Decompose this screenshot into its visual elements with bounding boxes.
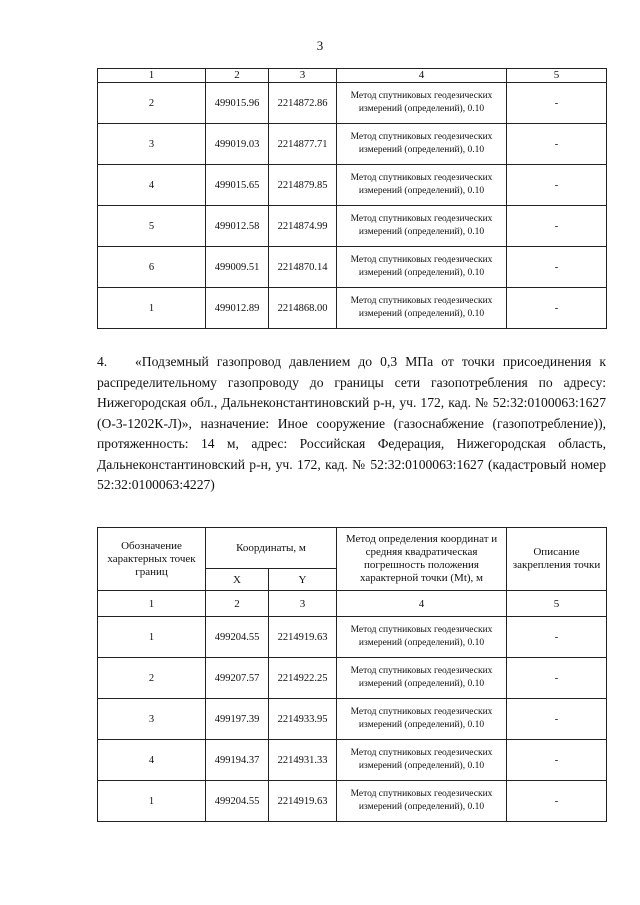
point-number: 3 <box>98 124 206 165</box>
col-number: 3 <box>269 591 337 617</box>
method-cell: Метод спутниковых геодезических измерений (определений), 0.10 <box>337 124 507 165</box>
y-coordinate: 2214870.14 <box>269 247 337 288</box>
description-cell: - <box>507 781 607 822</box>
header-y: Y <box>269 569 337 591</box>
x-coordinate: 499197.39 <box>206 699 269 740</box>
method-cell: Метод спутниковых геодезических измерений (определений), 0.10 <box>337 247 507 288</box>
x-coordinate: 499015.96 <box>206 83 269 124</box>
x-coordinate: 499012.89 <box>206 288 269 329</box>
col-number: 3 <box>269 69 337 83</box>
point-number: 6 <box>98 247 206 288</box>
col-number: 1 <box>98 69 206 83</box>
table-row <box>98 83 607 124</box>
x-coordinate: 499194.37 <box>206 740 269 781</box>
x-coordinate: 499009.51 <box>206 247 269 288</box>
x-coordinate: 499204.55 <box>206 617 269 658</box>
paragraph-text: «Подземный газопровод давлением до 0,3 МПа от точки присоединения к распределительному газопроводу до границы сети газопотребления по адресу: Нижегородская обл., Дальнеконстантиновский р-н, уч. 172, кад. № 52:32:0100063:1627 (О-3-1202К-Л)», назначение: Иное сооружение (газоснабжение (газопотребление)), протяженность: 14 м, адрес: Российская Федерация, Нижегородская область, Дальнеконстантиновский р-н, уч. 172, кад. № 52:32:0100063:1627 (кадастровый номер 52:32:0100063:4227) <box>97 354 606 492</box>
col-number: 4 <box>337 591 507 617</box>
description-cell: - <box>507 699 607 740</box>
y-coordinate: 2214931.33 <box>269 740 337 781</box>
col-number: 1 <box>98 591 206 617</box>
coordinates-table-2 <box>97 527 607 822</box>
description-cell: - <box>507 617 607 658</box>
table-row <box>98 165 607 206</box>
y-coordinate: 2214877.71 <box>269 124 337 165</box>
description-cell: - <box>507 83 607 124</box>
point-number: 3 <box>98 699 206 740</box>
x-coordinate: 499207.57 <box>206 658 269 699</box>
table-row <box>98 699 607 740</box>
table-row <box>98 617 607 658</box>
paragraph-number: 4. <box>97 354 108 369</box>
table-row <box>98 124 607 165</box>
y-coordinate: 2214879.85 <box>269 165 337 206</box>
col-number: 2 <box>206 69 269 83</box>
description-cell: - <box>507 124 607 165</box>
point-number: 1 <box>98 781 206 822</box>
header-description: Описание закрепления точки <box>507 528 607 591</box>
method-cell: Метод спутниковых геодезических измерений (определений), 0.10 <box>337 206 507 247</box>
table-row <box>98 247 607 288</box>
table-row <box>98 740 607 781</box>
x-coordinate: 499204.55 <box>206 781 269 822</box>
x-coordinate: 499015.65 <box>206 165 269 206</box>
y-coordinate: 2214922.25 <box>269 658 337 699</box>
method-cell: Метод спутниковых геодезических измерений (определений), 0.10 <box>337 83 507 124</box>
point-number: 2 <box>98 658 206 699</box>
point-number: 1 <box>98 288 206 329</box>
col-number: 2 <box>206 591 269 617</box>
table-header-row <box>98 69 607 83</box>
point-number: 1 <box>98 617 206 658</box>
header-coordinates: Координаты, м <box>206 528 337 569</box>
method-cell: Метод спутниковых геодезических измерений (определений), 0.10 <box>337 288 507 329</box>
description-cell: - <box>507 206 607 247</box>
x-coordinate: 499012.58 <box>206 206 269 247</box>
col-number: 5 <box>507 69 607 83</box>
method-cell: Метод спутниковых геодезических измерений (определений), 0.10 <box>337 617 507 658</box>
y-coordinate: 2214919.63 <box>269 781 337 822</box>
table-row <box>98 206 607 247</box>
point-number: 5 <box>98 206 206 247</box>
description-cell: - <box>507 247 607 288</box>
col-number: 4 <box>337 69 507 83</box>
header-designation: Обозначение характерных точек границ <box>98 528 206 591</box>
method-cell: Метод спутниковых геодезических измерений (определений), 0.10 <box>337 165 507 206</box>
table-row <box>98 781 607 822</box>
point-number: 2 <box>98 83 206 124</box>
table-header-row <box>98 528 607 569</box>
y-coordinate: 2214933.95 <box>269 699 337 740</box>
header-method: Метод определения координат и средняя квадратическая погрешность положения характерной точки (Mt), м <box>337 528 507 591</box>
method-cell: Метод спутниковых геодезических измерений (определений), 0.10 <box>337 699 507 740</box>
method-cell: Метод спутниковых геодезических измерений (определений), 0.10 <box>337 740 507 781</box>
x-coordinate: 499019.03 <box>206 124 269 165</box>
point-number: 4 <box>98 165 206 206</box>
col-number: 5 <box>507 591 607 617</box>
method-cell: Метод спутниковых геодезических измерений (определений), 0.10 <box>337 781 507 822</box>
y-coordinate: 2214874.99 <box>269 206 337 247</box>
description-cell: - <box>507 288 607 329</box>
table-row <box>98 658 607 699</box>
point-number: 4 <box>98 740 206 781</box>
method-cell: Метод спутниковых геодезических измерений (определений), 0.10 <box>337 658 507 699</box>
description-cell: - <box>507 165 607 206</box>
coordinates-table-1 <box>97 68 607 329</box>
description-cell: - <box>507 658 607 699</box>
header-x: X <box>206 569 269 591</box>
y-coordinate: 2214872.86 <box>269 83 337 124</box>
object-description-paragraph <box>97 352 606 496</box>
table-row <box>98 288 607 329</box>
y-coordinate: 2214919.63 <box>269 617 337 658</box>
page-number: 3 <box>316 38 324 53</box>
column-numbers-row <box>98 591 607 617</box>
description-cell: - <box>507 740 607 781</box>
y-coordinate: 2214868.00 <box>269 288 337 329</box>
